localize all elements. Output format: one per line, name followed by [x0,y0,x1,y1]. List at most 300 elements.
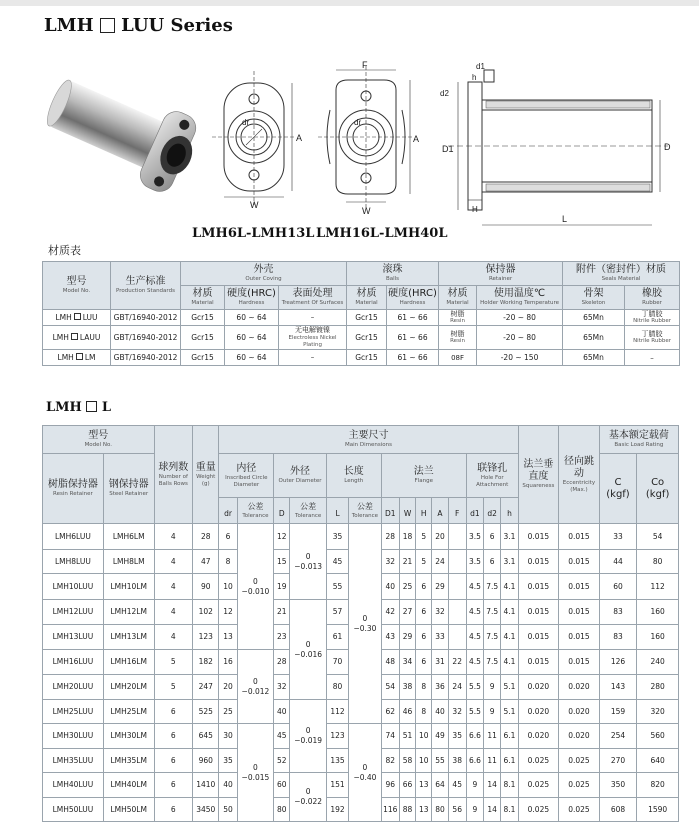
svg-text:A: A [296,133,303,143]
dt-cell-Co [637,773,679,798]
dt-cell-d1 [466,600,483,625]
mt-value: 61 ~ 66 [397,312,428,322]
dt-cell-W [399,625,415,650]
dt-sub-H: H [416,498,432,524]
dt-cell-resin [43,650,104,675]
dt-cell-A [432,675,448,700]
dt-cell-D1 [381,773,399,798]
dt-cell-C [599,600,637,625]
svg-text:A: A [413,134,420,144]
mt-cell-standard [111,326,181,350]
dt-value: 28 [385,531,396,541]
dt-cell-rows [154,798,193,822]
dt-cell-L [326,600,348,625]
dt-cell-D-tolerance [290,524,327,600]
dt-cell-steel [103,524,154,550]
dt-value: 96 [385,780,396,789]
dt-value: 33 [435,632,445,641]
dt-cell-resin [43,749,104,773]
dt-cell-F [448,700,466,724]
dt-value: 0.025 [568,780,590,789]
dt-sub-D1: D1 [381,498,399,524]
dt-cell-C [599,650,637,675]
mt-value: 60 ~ 64 [236,352,267,362]
dt-value: 46 [402,706,413,716]
dt-cell-rows [154,550,193,574]
dt-value: 6 [489,556,495,566]
dt-cell-rows [154,700,193,724]
mt-surface-cn: – [310,353,315,361]
dt-cell-L [326,675,348,700]
dt-header-weight: 重量 Weight (g) [193,426,219,524]
dt-cell-dr [219,700,237,724]
dt-value: 0.015 [527,556,550,566]
dt-cell-D1 [381,700,399,724]
dt-cell-d2 [484,550,501,574]
dt-cell-d2 [484,625,501,650]
dt-value: 21 [277,607,287,616]
dt-cell-A [432,550,448,574]
dt-cell-d1 [466,625,483,650]
dt-value: 820 [650,780,665,789]
dt-cell-weight [193,675,219,700]
dt-value: LMH16LUU [52,657,94,666]
dt-cell-W [399,550,415,574]
dt-cell-W [399,574,415,600]
dt-value: 12 [223,607,233,616]
svg-text:d2: d2 [440,89,449,98]
dt-cell-rows [154,574,193,600]
dt-value: 35 [223,755,233,765]
dt-cell-d2 [484,524,501,550]
dt-cell-W [399,773,415,798]
tol-lower: −0.015 [241,772,270,782]
dt-value: 6 [421,607,427,616]
dt-cell-h [501,700,518,724]
dt-cell-L [326,749,348,773]
dt-value: 13 [418,804,429,814]
dt-cell-d2 [484,574,501,600]
dt-cell-L [326,574,348,600]
tol-upper: 0 [305,551,311,561]
dimension-table-title: LMH L [46,400,112,415]
square-symbol-icon [74,313,81,320]
tol-lower: −0.30 [353,623,377,633]
dt-value: 608 [610,804,626,814]
dt-value: 560 [650,731,665,740]
dt-cell-d1 [466,524,483,550]
dt-value: 3.5 [468,556,481,566]
dt-cell-weight [193,650,219,675]
dt-cell-Co [637,600,679,625]
dt-cell-eccentricity [559,524,600,550]
square-symbol-icon [71,333,78,340]
dt-value: 16 [223,657,233,666]
dt-value: 182 [198,657,213,666]
dt-cell-d1 [466,574,483,600]
dt-sub-D: D [274,498,290,524]
mt-cell-model [43,350,111,366]
dt-header-inner: 内径 Inscribed Circle Diameter [219,454,274,498]
dt-cell-steel [103,625,154,650]
dt-value: 143 [610,682,626,691]
dt-cell-W [399,675,415,700]
dt-cell-Co [637,574,679,600]
dt-value: 8 [421,682,427,691]
dt-value: LMH20LUU [52,682,94,691]
mt-value: -20 ~ 150 [500,352,539,362]
dt-value: 32 [452,706,462,716]
dt-cell-D1 [381,749,399,773]
dt-value: LMH8LM [112,556,145,566]
square-symbol-icon [86,401,97,412]
dt-value: 0.025 [527,755,550,765]
dt-cell-W [399,700,415,724]
dt-cell-d2 [484,798,501,822]
dt-value: 0.015 [568,607,590,616]
mt-sub-temp: 使用温度℃ Holder Working Temperature [477,286,563,310]
dt-cell-dr [219,724,237,749]
dt-value: 0.015 [568,632,590,641]
dt-value: 10 [418,755,429,765]
dt-value: 135 [330,755,345,765]
dt-value: 54 [385,682,396,691]
dt-value: 10 [418,731,429,740]
dt-value: 34 [402,657,413,666]
mt-cell-rubber [625,326,680,350]
mt-value: Gcr15 [191,312,214,322]
dt-cell-C [599,773,637,798]
dt-value: LMH6LUU [54,531,91,541]
mt-sub-hardness: 硬度(HRC) Hardness [225,286,279,310]
dt-value: 28 [200,531,211,541]
dt-cell-F [448,625,466,650]
dt-cell-C [599,700,637,724]
dt-cell-D [274,798,290,822]
dt-value: 18 [402,531,413,541]
dt-value: LMH12LM [110,607,147,616]
dt-header-length: 长度 Length [326,454,381,498]
mt-cell-ret-mat [439,350,477,366]
dt-cell-W [399,600,415,625]
dt-value: 6 [170,731,176,740]
mt-cell-casing_hrc [225,310,279,326]
dt-value: 20 [223,682,233,691]
front-view-diagram-small [212,65,312,215]
dt-value: 14 [487,804,497,814]
dt-value: 35 [452,731,462,740]
dt-cell-d2 [484,600,501,625]
dt-cell-dr [219,675,237,700]
mt-cell-ball_hrc [387,326,439,350]
mt-header-model: 型号 Model No. [43,262,111,310]
dt-value: 9 [472,780,478,789]
mt-sub-material: 材质 Material [181,286,225,310]
dt-cell-resin [43,724,104,749]
dt-cell-F [448,650,466,675]
mt-cell-casing_mat [181,350,225,366]
dt-cell-steel [103,773,154,798]
dt-value: 4.5 [468,632,481,641]
mt-value: Gcr15 [355,352,378,362]
dt-value: 6 [225,531,231,541]
mt-value: Gcr15 [191,352,214,362]
dt-value: 88 [402,804,413,814]
dt-value: 0.015 [568,556,590,566]
dt-cell-h [501,574,518,600]
dt-cell-F [448,798,466,822]
dt-cell-D1 [381,675,399,700]
dt-value: 4 [170,632,176,641]
dt-cell-L-tolerance [349,524,381,724]
dt-header-steel: 钢保持器 Steel Retainer [103,454,154,524]
dt-cell-rows [154,650,193,675]
dt-cell-A [432,724,448,749]
dt-cell-H [416,675,432,700]
dt-value: 0.020 [527,731,550,740]
dt-cell-F [448,675,466,700]
dt-value: 61 [332,632,343,641]
dt-value: 90 [200,581,211,591]
dt-value: 6 [170,706,176,716]
dt-cell-eccentricity [559,550,600,574]
mt-value: GBT/16940-2012 [113,352,178,362]
dt-cell-h [501,724,518,749]
dt-cell-L [326,798,348,822]
dt-cell-steel [103,550,154,574]
dt-value: 21 [402,556,413,566]
mt-value: Gcr15 [191,332,214,342]
dt-sub-tol: 公差 Tolerance [290,498,327,524]
dt-cell-h [501,650,518,675]
dt-header-outer: 外径 Outer Diameter [274,454,327,498]
mt-value: 60 ~ 64 [236,332,267,342]
mt-cell-skeleton [563,326,625,350]
dt-value: 4.1 [503,581,516,591]
dt-cell-F [448,524,466,550]
mt-header-retainer: 保持器 Retainer [439,262,563,286]
mt-cell-ret-mat [439,310,477,326]
dt-value: 80 [652,556,663,566]
mt-cell-casing_mat [181,310,225,326]
dt-value: 55 [332,581,343,591]
dt-value: 9 [472,804,478,814]
dt-cell-steel [103,724,154,749]
dt-cell-eccentricity [559,724,600,749]
mt-rubber-cn: 丁腈胶 [641,310,663,318]
dt-cell-W [399,749,415,773]
dt-value: LMH6LM [112,531,145,541]
dt-value: 80 [435,804,445,814]
dt-value: 4.5 [468,607,481,616]
dt-cell-weight [193,773,219,798]
mt-value: Gcr15 [355,332,378,342]
mt-value: Gcr15 [355,312,378,322]
dt-cell-D [274,700,290,724]
mt-value: -20 ~ 80 [503,332,536,342]
tol-upper: 0 [362,613,368,623]
mt-surface-cn: – [310,313,315,321]
dt-cell-D1 [381,625,399,650]
tol-lower: −0.40 [353,772,377,782]
dt-cell-h [501,675,518,700]
dt-value: 0.020 [527,706,550,716]
dt-header-model: 型号 Model No. [43,426,155,454]
dt-value: 33 [613,531,623,541]
dt-value: 25 [223,706,233,716]
mt-sub-hardness: 硬度(HRC) Hardness [387,286,439,310]
mt-cell-standard [111,310,181,326]
dt-cell-resin [43,773,104,798]
mt-value: 65Mn [583,352,604,362]
dt-value: 5 [421,556,427,566]
dt-value: 0.025 [527,780,550,789]
dt-cell-eccentricity [559,574,600,600]
dt-value: 0.015 [568,531,590,541]
dt-cell-weight [193,524,219,550]
dt-value: 3.1 [503,531,516,541]
dt-cell-squareness [518,773,559,798]
dt-cell-h [501,524,518,550]
dt-value: LMH10LUU [52,581,94,591]
tol-upper: 0 [305,726,311,735]
dt-cell-d1 [466,700,483,724]
dt-value: 12 [277,531,287,541]
dt-cell-C [599,798,637,822]
dt-cell-D [274,600,290,625]
dt-value: 1410 [196,780,216,789]
dt-cell-rows [154,524,193,550]
dt-cell-steel [103,650,154,675]
dt-cell-rows [154,749,193,773]
dt-value: 22 [452,657,462,666]
dt-value: 4 [170,581,176,591]
dt-cell-steel [103,600,154,625]
dt-value: 350 [610,780,626,789]
dt-cell-A [432,524,448,550]
square-symbol-icon [100,18,115,33]
dt-cell-squareness [518,700,559,724]
dt-value: 28 [277,657,287,666]
dt-value: 280 [650,682,665,691]
mt-cell-ret-mat [439,326,477,350]
dt-cell-D-tolerance [290,600,327,700]
dt-sub-dr: dr [219,498,237,524]
dt-cell-rows [154,773,193,798]
tol-upper: 0 [253,676,258,686]
dt-value: 5.1 [503,706,516,716]
dt-value: 83 [613,607,623,616]
dt-cell-D1 [381,550,399,574]
dt-value: 60 [613,581,623,591]
dt-cell-weight [193,749,219,773]
mt-sub-rubber: 橡胶 Rubber [625,286,680,310]
mt-rubber-cn: – [650,353,654,362]
dt-cell-H [416,650,432,675]
dt-value: 38 [402,682,413,691]
dt-cell-H [416,700,432,724]
dt-value: 8.1 [503,804,516,814]
dt-value: 5 [421,531,427,541]
mt-cell-rubber [625,350,680,366]
dt-cell-Co [637,625,679,650]
dt-cell-weight [193,798,219,822]
dt-header-co: Co (kgf) [637,454,679,524]
mt-ret-en: Resin [450,318,465,324]
dt-value: 4.1 [503,632,516,641]
dt-value: 0.015 [527,607,550,616]
dt-sub-tol: 公差 Tolerance [349,498,381,524]
dt-cell-squareness [518,550,559,574]
dt-value: LMH25LUU [52,706,94,716]
dt-cell-eccentricity [559,749,600,773]
mt-ret-en: Resin [450,338,465,344]
tol-upper: 0 [305,639,311,649]
dt-value: 4.5 [468,581,481,591]
mt-cell-temp [477,350,563,366]
dt-value: 62 [385,706,396,716]
svg-text:L: L [562,214,568,224]
dt-value: 45 [332,556,343,566]
mt-cell-surface [279,350,347,366]
dt-value: 19 [277,581,287,591]
mt-model-prefix: LMH [57,352,74,362]
dt-cell-H [416,773,432,798]
mt-header-balls: 滚珠 Balls [347,262,439,286]
dt-cell-L [326,773,348,798]
dt-cell-dr-tolerance [237,724,274,822]
dt-value: 47 [200,556,211,566]
dt-value: 254 [610,731,626,740]
dt-value: 35 [332,531,343,541]
dt-value: 6 [170,804,176,814]
dt-cell-Co [637,700,679,724]
dt-header-flange: 法兰 Flange [381,454,466,498]
dt-value: 123 [198,632,213,641]
dt-sub-d2: d2 [484,498,501,524]
dt-cell-d2 [484,700,501,724]
dt-value: 82 [385,755,396,765]
dt-value: 0.015 [527,657,550,666]
dt-value: 4.5 [468,657,481,666]
dt-value: 30 [223,731,233,740]
dt-cell-A [432,798,448,822]
caption-large-series: LMH16L-LMH40L [316,226,448,241]
dt-cell-steel [103,700,154,724]
dt-cell-D1 [381,650,399,675]
dt-cell-H [416,625,432,650]
dt-value: 40 [435,706,445,716]
dt-header-load-rating: 基本额定载荷 Basic Load Rating [599,426,678,454]
dt-cell-eccentricity [559,650,600,675]
dt-cell-D1 [381,524,399,550]
dt-value: 9 [489,706,495,716]
dt-cell-resin [43,625,104,650]
dt-cell-resin [43,574,104,600]
dt-cell-steel [103,675,154,700]
dt-value: 29 [402,632,413,641]
dimension-table-body [43,524,679,822]
dt-value: 60 [277,780,287,789]
dt-cell-squareness [518,675,559,700]
dt-cell-D-tolerance [290,700,327,773]
mt-rubber-en: Nitrile Rubber [633,338,671,344]
dt-value: 74 [385,731,396,740]
dt-sub-d1: d1 [466,498,483,524]
dt-cell-resin [43,550,104,574]
dt-value: 4.1 [503,607,516,616]
dt-cell-steel [103,749,154,773]
